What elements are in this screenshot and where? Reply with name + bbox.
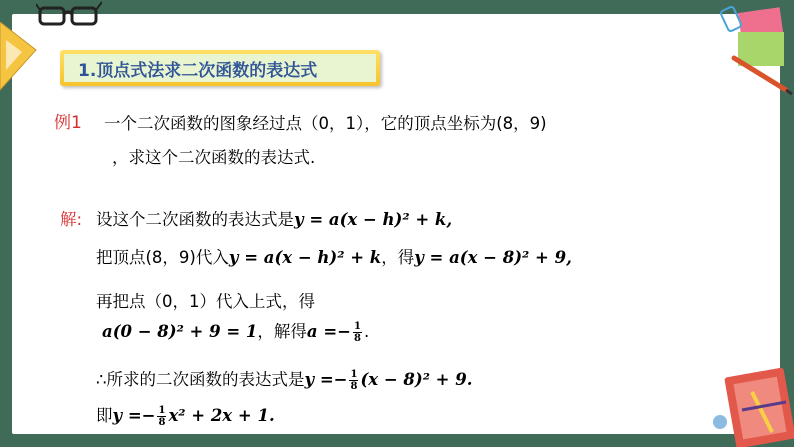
pencil-icon (730, 52, 794, 96)
step-2-equation-b: y = a(x − 8)² + 9, (414, 248, 572, 267)
step-2-text-a: 把顶点(8，9)代入 (96, 248, 229, 267)
glasses-icon (36, 0, 102, 30)
step-4-equation: a(0 − 8)² + 9 = 1 (102, 322, 258, 341)
section-title-banner (60, 50, 380, 86)
step-4-equation-2: a =− (306, 322, 351, 341)
solution-step-3: 再把点（0，1）代入上式，得 (96, 292, 315, 311)
solution-step-5 (96, 366, 472, 392)
step-4-text: ，解得 (257, 322, 307, 341)
step-2-equation-a: y = a(x − h)² + k (228, 248, 382, 267)
example-label: 例1 (54, 113, 82, 133)
step-1-equation: y = a(x − h)² + k, (294, 210, 453, 229)
example-line-2: ，求这个二次函数的表达式. (112, 148, 316, 167)
solution-step-1 (96, 206, 452, 230)
solution-label: 解: (60, 210, 83, 229)
notebook-icon (712, 362, 794, 447)
fraction-one-eighth: $\frac{1}{8}$ (158, 405, 166, 428)
section-title: 1.顶点式法求二次函数的表达式 (64, 54, 376, 82)
step-6-equation-b: x² + 2x + 1. (168, 406, 275, 425)
step-5-equation-a: y =− (304, 370, 348, 389)
step-1-text: 设这个二次函数的表达式是 (96, 210, 294, 229)
step-2-text-b: ，得 (381, 248, 415, 267)
example-line-1: 一个二次函数的图象经过点（0，1），它的顶点坐标为(8，9) (104, 114, 547, 133)
ruler-icon (0, 22, 40, 92)
fraction-one-eighth: $\frac{1}{8}$ (350, 369, 358, 392)
step-5-equation-b: (x − 8)² + 9. (360, 370, 473, 389)
step-6-text: 即 (96, 406, 113, 425)
solution-step-6 (96, 402, 275, 428)
fraction-one-eighth: $\frac{1}{8}$ (354, 321, 361, 344)
step-6-equation-a: y =− (112, 406, 156, 425)
solution-step-2 (96, 244, 572, 268)
step-5-text: ∴所求的二次函数的表达式是 (96, 370, 305, 389)
solution-step-4: a(0 − 8)² + 9 = 1，解得a =− $\frac{1}{8}$ . (102, 321, 370, 344)
